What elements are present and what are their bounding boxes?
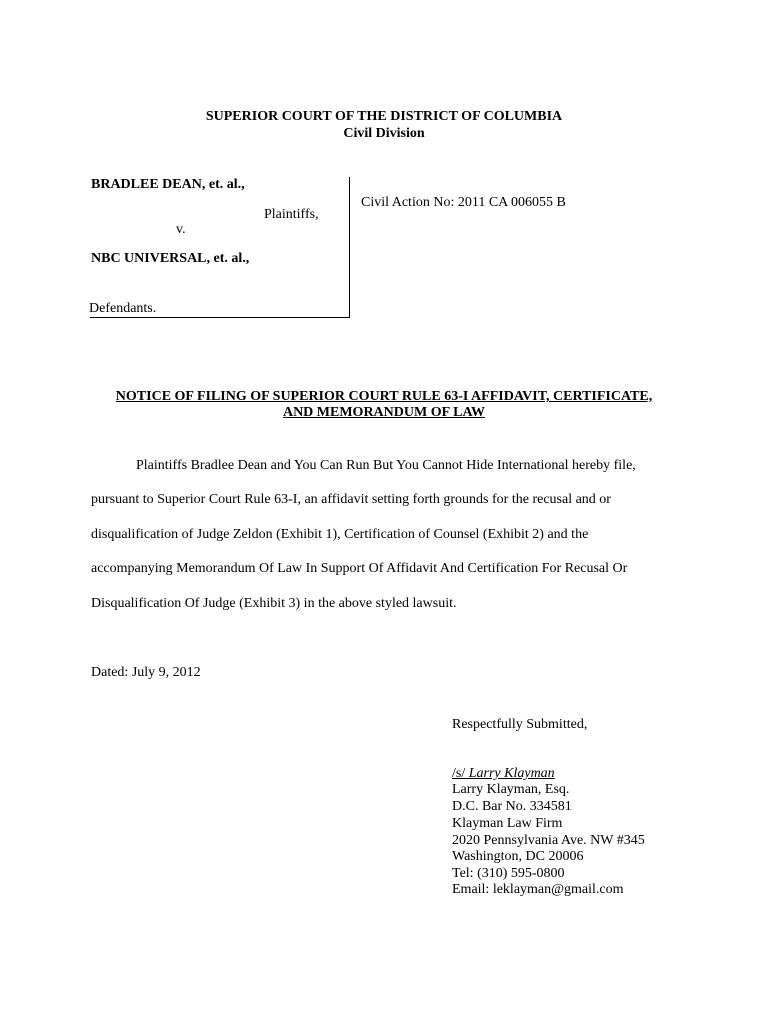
closing: Respectfully Submitted, bbox=[452, 717, 588, 732]
caption-divider-vertical bbox=[349, 177, 350, 317]
body-line: Disqualification Of Judge (Exhibit 3) in the above styled lawsuit. bbox=[91, 596, 457, 611]
electronic-signature bbox=[452, 766, 555, 782]
body-line: accompanying Memorandum Of Law In Support Of Affidavit And Certification For Recusal Or bbox=[91, 561, 628, 576]
notice-title-line-2: AND MEMORANDUM OF LAW bbox=[282, 405, 486, 420]
notice-title-line-1: NOTICE OF FILING OF SUPERIOR COURT RULE 63-I AFFIDAVIT, CERTIFICATE, bbox=[115, 389, 653, 404]
versus: v. bbox=[176, 222, 186, 237]
dated-line: Dated: July 9, 2012 bbox=[91, 665, 201, 680]
signature-line: Email: leklayman@gmail.com bbox=[452, 882, 624, 897]
signature-prefix: /s/ bbox=[452, 766, 466, 781]
signature-name: Larry Klayman bbox=[465, 766, 555, 781]
signature-line: Washington, DC 20006 bbox=[452, 849, 584, 864]
signature-line: Klayman Law Firm bbox=[452, 816, 563, 831]
body-line: disqualification of Judge Zeldon (Exhibit 1), Certification of Counsel (Exhibit 2) and the bbox=[91, 527, 589, 542]
signature-line: Tel: (310) 595-0800 bbox=[452, 866, 565, 881]
court-division: Civil Division bbox=[343, 126, 425, 141]
signature-line: D.C. Bar No. 334581 bbox=[452, 799, 572, 814]
defendant-role: Defendants. bbox=[89, 301, 157, 316]
civil-action-number: Civil Action No: 2011 CA 006055 B bbox=[361, 195, 566, 210]
body-line: Plaintiffs Bradlee Dean and You Can Run But You Cannot Hide International hereby file, bbox=[136, 458, 636, 473]
caption-divider-horizontal bbox=[90, 317, 350, 318]
plaintiff-role: Plaintiffs, bbox=[264, 207, 319, 222]
body-line: pursuant to Superior Court Rule 63-I, an affidavit setting forth grounds for the recusal and or bbox=[91, 492, 611, 507]
court-name: SUPERIOR COURT OF THE DISTRICT OF COLUMBIA bbox=[205, 109, 563, 124]
signature-line: 2020 Pennsylvania Ave. NW #345 bbox=[452, 833, 645, 848]
plaintiff-name: BRADLEE DEAN, et. al., bbox=[91, 177, 245, 192]
defendant-name: NBC UNIVERSAL, et. al., bbox=[91, 251, 250, 266]
signature-line: Larry Klayman, Esq. bbox=[452, 782, 570, 797]
